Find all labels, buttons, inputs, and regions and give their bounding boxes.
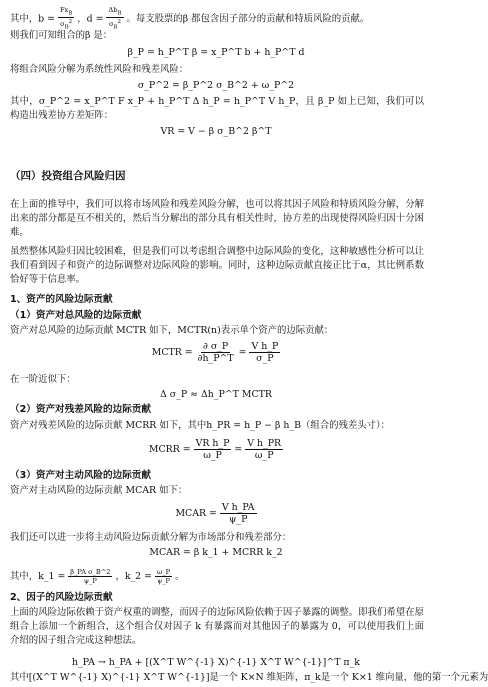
heading-mctr: （1）资产对总风险的边际贡献 xyxy=(10,310,142,321)
text-line: 我们还可以进一步将主动风险边际贡献分解为市场部分和残差部分： xyxy=(10,532,292,543)
text-segment: ，d = xyxy=(77,13,104,25)
fraction-d: $\frac{\Delta b_B}{\sigma_B^2}$ xyxy=(108,6,122,31)
equation-vr: VR = V − β σ_B^2 β^T xyxy=(160,126,272,137)
equation-mcar-split: MCAR = β k_1 + MCRR k_2 xyxy=(149,547,283,558)
heading-factor-marginal: 2、因子的风险边际贡献 xyxy=(10,592,113,603)
fraction: $\frac{\partial \sigma\_P}{\partial h\_P\^{}T}$ xyxy=(197,341,234,364)
paragraph-decomposition: 在上面的推导中，我们可以将市场风险和残差风险分解，也可以将其因子风险和特质风险分解，分解出来的部分都是互不相关的，然后当分解出的部分具有相关性时，协方差的出现使得风险归因十分困难。 xyxy=(10,199,424,238)
text-line: 在一阶近似下： xyxy=(10,374,76,385)
equation-mcar: MCAR = $\frac{\text{V h\_PA}}{\psi\_P}$ xyxy=(175,502,255,525)
fraction: $\frac{\text{V h\_P}}{\sigma\_P}$ xyxy=(251,341,279,364)
text-line: 其中[(X^T W^{-1} X)^{-1} X^T W^{-1}]是一个 K×N 维矩阵，π_k是一个 K×1 维向量，他的第一个元素为 xyxy=(10,672,488,683)
fraction: $\frac{\omega\_P}{\psi\_P}$ xyxy=(156,568,171,585)
fraction-b: $\frac{Fx_B}{\sigma_B^2}$ xyxy=(59,6,73,31)
paragraph-marginal-risk: 虽然整体风险归因比较困难，但是我们可以考虑组合调整中边际风险的变化，这种敏感性分析可以让我们看到因子和资产的边际调整对边际风险的影响。同时，这种边际贡献直接正比于α，其比例系数恰好等于信息率。 xyxy=(10,246,424,285)
equation-mctr: MCTR = $\frac{\partial \sigma\_P}{\partial h\_P\^{}T}$ = $\frac{\text{V h\_P}}{\sigma\_P}$ xyxy=(151,341,279,364)
text-segment: 。每支股票的β 都包含因子部分的贡献和特质风险的贡献。 xyxy=(126,13,370,25)
heading-asset-marginal: 1、资产的风险边际贡献 xyxy=(10,294,113,305)
fraction: $\frac{\text{VR h\_P}}{\omega\_P}$ xyxy=(195,438,230,461)
equation-beta-p: β_P = h_P^T β = x_P^T b + h_P^T d xyxy=(127,47,305,58)
heading-mcrr: （2）资产对残差风险的边际贡献 xyxy=(10,404,151,415)
text-segment: 其中，b = xyxy=(10,13,55,25)
text-line: 资产对主动风险的边际贡献 MCAR 如下： xyxy=(10,485,188,496)
text-line: 资产对总风险的边际贡献 MCTR 如下，MCTR(n)表示单个资产的边际贡献： xyxy=(10,325,334,336)
text-line: 将组合风险分解为系统性风险和残差风险： xyxy=(10,64,189,75)
equation-variance-split: σ_P^2 = β_P^2 σ_B^2 + ω_P^2 xyxy=(137,80,295,91)
heading-mcar: （3）资产对主动风险的边际贡献 xyxy=(10,470,151,481)
paragraph-factor-exposure: 上面的风险边际依赖于资产权重的调整，而因子的边际风险依赖于因子暴露的调整。即我们希望在原组合上添加一个新组合，这个组合仅对因子 k 有暴露而对其他因子的暴露为 0，可以使用我们上面介绍的因子组合完成这种想法。 xyxy=(10,607,424,646)
paragraph-residual-cov: 其中，σ_P^2 = x_P^T F x_P + h_P^T Δ h_P = h_P^T V h_P，且 β_P 如上已知，我们可以构造出残差协方差矩阵： xyxy=(10,96,424,121)
text-line-b-d-definition xyxy=(10,6,369,32)
section-title: （四）投资组合风险归因 xyxy=(10,170,126,182)
text-line-k-definition: 其中，k_1 = $\frac{\text{β\_PA σ\_B\textasciicircum{}2}}{\psi\_P}$ ，k_2 = $\frac{\omega\_P}{\psi\_P}$ 。 xyxy=(10,568,185,585)
text-line: 则我们可知组合的β 是： xyxy=(10,30,113,41)
equation-hpa-update: h_PA → h_PA + [(X^T W^{-1} X)^{-1} X^T W^{-1}]^T π_k xyxy=(72,657,360,668)
fraction: $\frac{\text{β\_PA σ\_B\textasciicircum{}2}}{\psi\_P}$ xyxy=(70,568,111,585)
equation-mcrr: MCRR = $\frac{\text{VR h\_P}}{\omega\_P}$ = $\frac{\text{V h\_PR}}{\omega\_P}$ xyxy=(148,438,282,461)
fraction: $\frac{\text{V h\_PR}}{\omega\_P}$ xyxy=(247,438,282,461)
fraction: $\frac{\text{V h\_PA}}{\psi\_P}$ xyxy=(221,502,255,525)
equation-approx: Δ σ_P ≈ Δh_P^T MCTR xyxy=(160,389,272,400)
text-line: 资产对残差风险的边际贡献 MCRR 如下，其中h_PR = h_P − β h_B（组合的残差头寸）： xyxy=(10,420,391,431)
